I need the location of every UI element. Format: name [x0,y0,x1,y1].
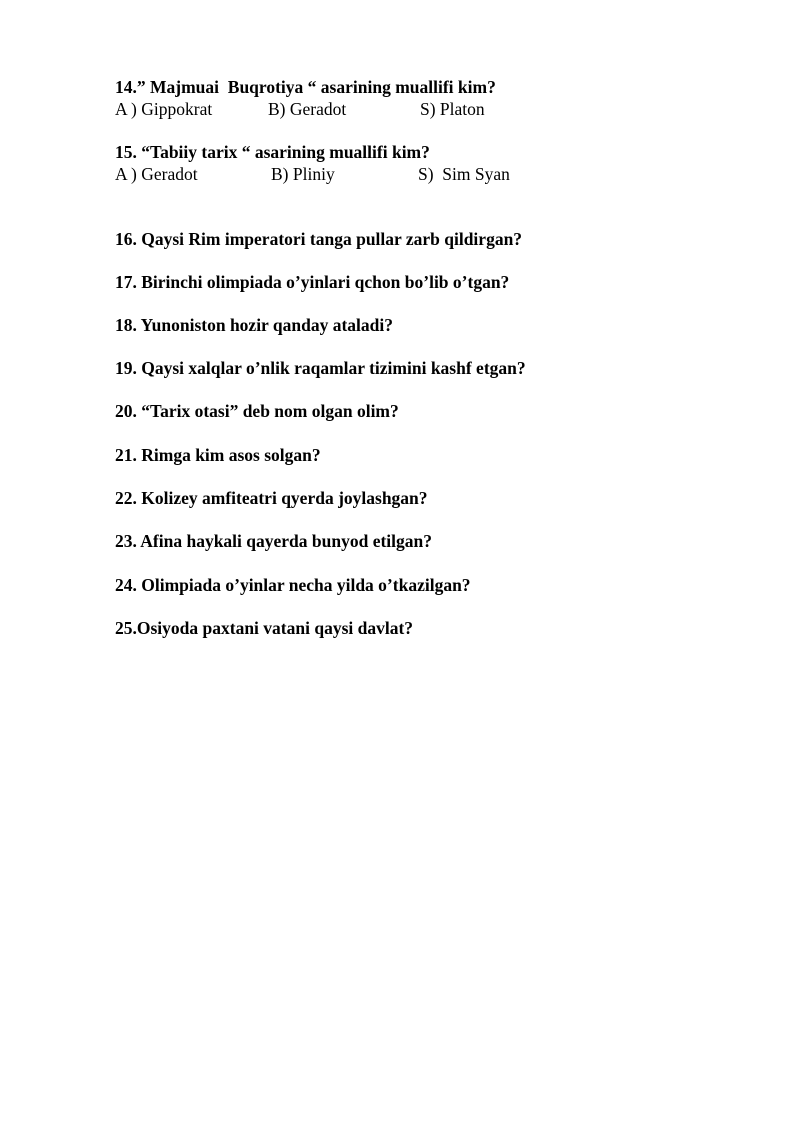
question-20: 20. “Tarix otasi” deb nom olgan olim? [115,401,399,421]
question-25: 25.Osiyoda paxtani vatani qaysi davlat? [115,618,414,638]
question-14: 14.” Majmuai Buqrotiya “ asarining muallifi kim? [115,77,496,97]
option-s: S) Platon [420,99,485,119]
question-19: 19. Qaysi xalqlar o’nlik raqamlar tizimini kashf etgan? [115,358,526,378]
option-b: B) Geradot [268,99,347,119]
question-24: 24. Olimpiada o’yinlar necha yilda o’tkazilgan? [115,575,471,595]
option-b: B) Pliniy [271,164,335,184]
question-14-options [115,98,715,120]
question-21: 21. Rimga kim asos solgan? [115,445,321,465]
question-17: 17. Birinchi olimpiada o’yinlari qchon bo’lib o’tgan? [115,272,510,292]
question-18: 18. Yunoniston hozir qanday ataladi? [115,315,393,335]
question-15: 15. “Tabiiy tarix “ asarining muallifi kim? [115,142,430,162]
question-16: 16. Qaysi Rim imperatori tanga pullar zarb qildirgan? [115,229,523,249]
option-a: A ) Gippokrat [115,99,213,119]
question-15-options [115,163,715,185]
option-a: A ) Geradot [115,164,198,184]
question-23: 23. Afina haykali qayerda bunyod etilgan? [115,531,433,551]
option-s: S) Sim Syan [418,164,510,184]
question-22: 22. Kolizey amfiteatri qyerda joylashgan? [115,488,428,508]
